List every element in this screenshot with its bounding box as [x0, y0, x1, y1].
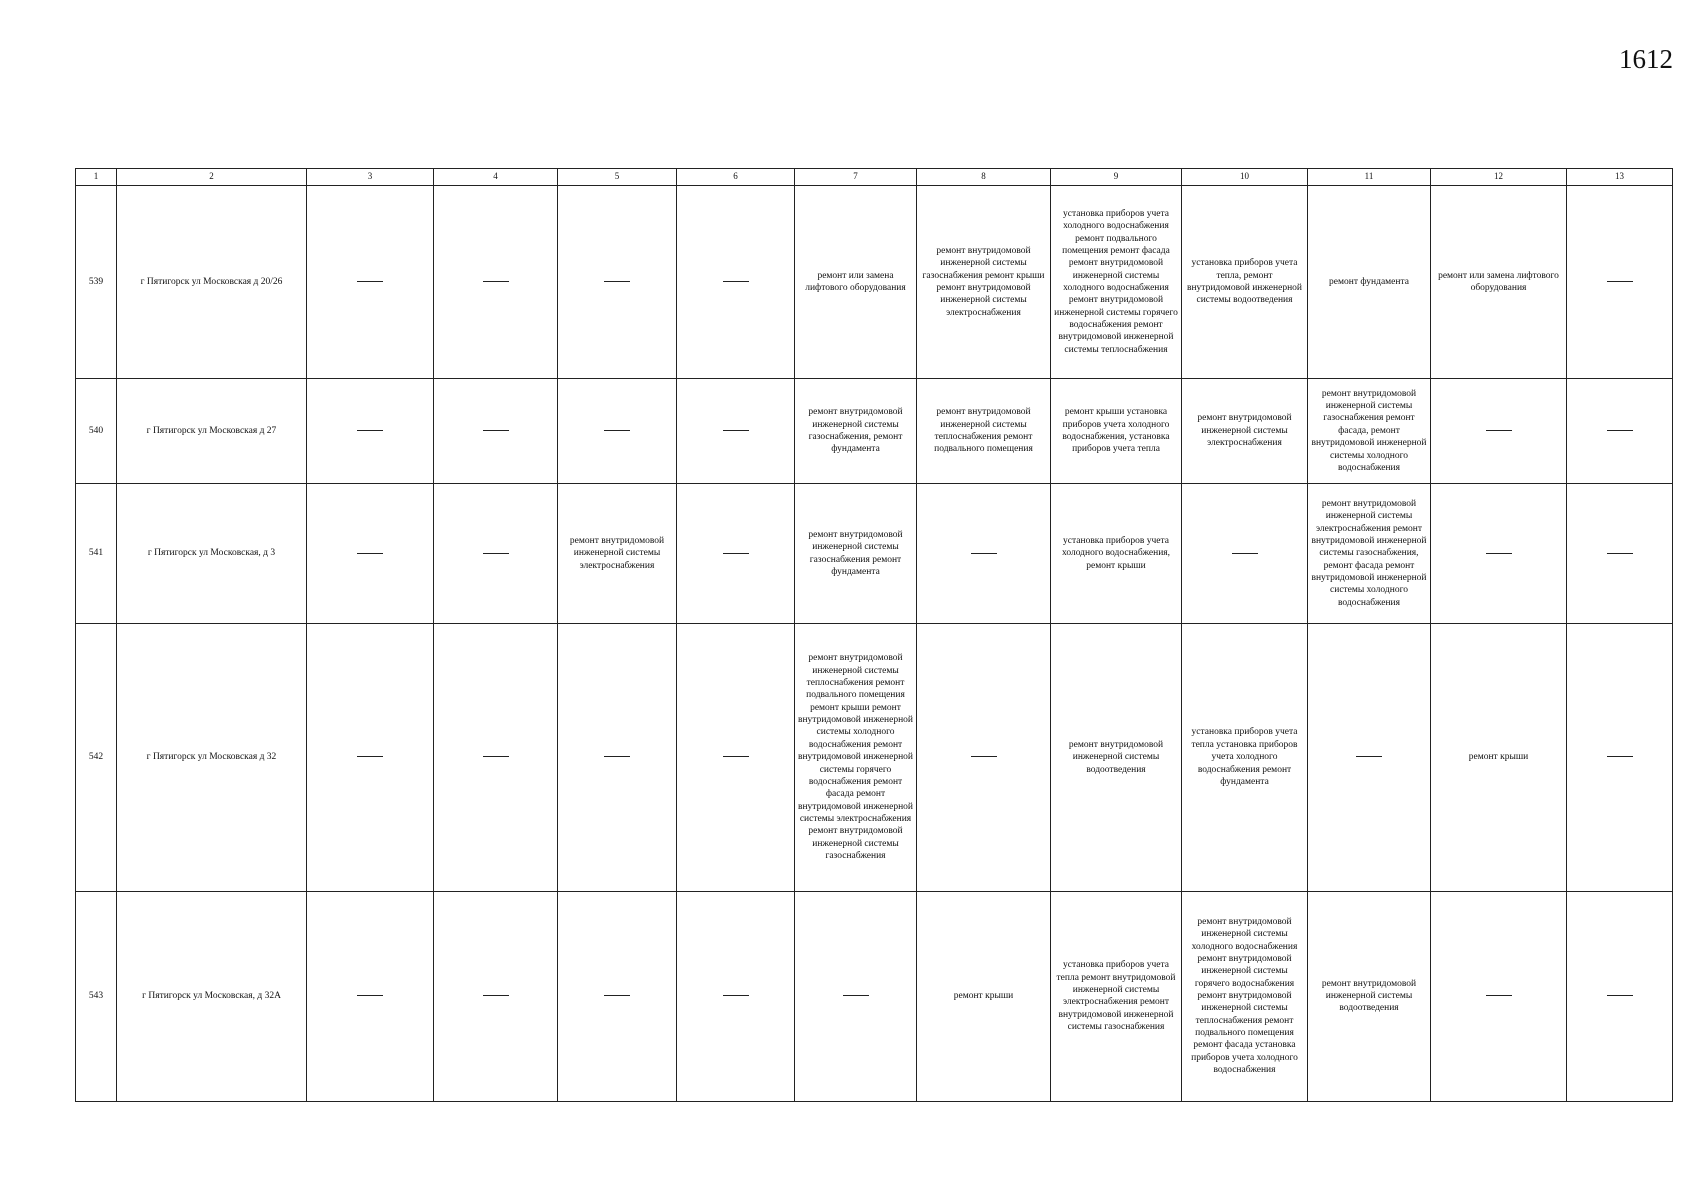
- empty-cell: [1308, 624, 1431, 891]
- work-cell: ремонт крыши установка приборов учета холодного водоснабжения, установка приборов учета тепла: [1051, 379, 1182, 484]
- dash-mark: [483, 756, 509, 757]
- empty-cell: [677, 379, 795, 484]
- column-header-10: 10: [1182, 169, 1308, 186]
- row-number: 542: [76, 624, 117, 891]
- dash-mark: [723, 756, 749, 757]
- empty-cell: [434, 891, 558, 1101]
- dash-mark: [971, 756, 997, 757]
- dash-mark: [723, 430, 749, 431]
- dash-mark: [723, 281, 749, 282]
- work-cell: ремонт или замена лифтового оборудования: [795, 186, 917, 379]
- work-cell: установка приборов учета тепла, ремонт внутридомовой инженерной системы водоотведения: [1182, 186, 1308, 379]
- dash-mark: [483, 553, 509, 554]
- dash-mark: [357, 281, 383, 282]
- row-number: 539: [76, 186, 117, 379]
- work-cell: ремонт внутридомовой инженерной системы газоснабжения ремонт фасада, ремонт внутридомовой инженерной системы холодного водоснабжения: [1308, 379, 1431, 484]
- column-header-7: 7: [795, 169, 917, 186]
- column-header-13: 13: [1567, 169, 1673, 186]
- empty-cell: [558, 186, 677, 379]
- empty-cell: [307, 186, 434, 379]
- empty-cell: [917, 483, 1051, 623]
- column-header-12: 12: [1431, 169, 1567, 186]
- dash-mark: [1486, 430, 1512, 431]
- repair-schedule-table: [75, 168, 1673, 1102]
- dash-mark: [843, 995, 869, 996]
- work-cell: ремонт внутридомовой инженерной системы водоотведения: [1308, 891, 1431, 1101]
- empty-cell: [1431, 891, 1567, 1101]
- empty-cell: [1567, 483, 1673, 623]
- work-cell: ремонт внутридомовой инженерной системы электроснабжения: [558, 483, 677, 623]
- address-cell: г Пятигорск ул Московская д 27: [117, 379, 307, 484]
- address-cell: г Пятигорск ул Московская, д 3: [117, 483, 307, 623]
- address-cell: г Пятигорск ул Московская д 32: [117, 624, 307, 891]
- work-cell: установка приборов учета холодного водоснабжения ремонт подвального помещения ремонт фасада ремонт внутридомовой инженерной системы холодного водоснабжения ремонт внутридомовой инженерной системы горячего водоснабжения ремонт внутридомовой инженерной системы теплоснабжения: [1051, 186, 1182, 379]
- empty-cell: [1567, 379, 1673, 484]
- column-number-row: [76, 169, 1673, 186]
- work-cell: ремонт внутридомовой инженерной системы холодного водоснабжения ремонт внутридомовой инженерной системы горячего водоснабжения ремонт внутридомовой инженерной системы теплоснабжения ремонт подвального помещения ремонт фасада установка приборов учета холодного водоснабжения: [1182, 891, 1308, 1101]
- work-cell: ремонт или замена лифтового оборудования: [1431, 186, 1567, 379]
- dash-mark: [357, 756, 383, 757]
- table-row: [76, 379, 1673, 484]
- dash-mark: [1486, 553, 1512, 554]
- row-number: 541: [76, 483, 117, 623]
- dash-mark: [723, 553, 749, 554]
- column-header-8: 8: [917, 169, 1051, 186]
- dash-mark: [1486, 995, 1512, 996]
- empty-cell: [434, 186, 558, 379]
- empty-cell: [1431, 379, 1567, 484]
- empty-cell: [307, 483, 434, 623]
- empty-cell: [1567, 624, 1673, 891]
- dash-mark: [1607, 995, 1633, 996]
- dash-mark: [483, 281, 509, 282]
- table-row: [76, 483, 1673, 623]
- dash-mark: [604, 995, 630, 996]
- dash-mark: [483, 430, 509, 431]
- empty-cell: [307, 379, 434, 484]
- table-row: [76, 186, 1673, 379]
- dash-mark: [723, 995, 749, 996]
- empty-cell: [1182, 483, 1308, 623]
- dash-mark: [604, 756, 630, 757]
- dash-mark: [971, 553, 997, 554]
- dash-mark: [1607, 553, 1633, 554]
- empty-cell: [677, 624, 795, 891]
- work-cell: ремонт фундамента: [1308, 186, 1431, 379]
- work-cell: ремонт внутридомовой инженерной системы электроснабжения: [1182, 379, 1308, 484]
- empty-cell: [1431, 483, 1567, 623]
- dash-mark: [1607, 430, 1633, 431]
- empty-cell: [795, 891, 917, 1101]
- row-number: 543: [76, 891, 117, 1101]
- address-cell: г Пятигорск ул Московская д 20/26: [117, 186, 307, 379]
- column-header-5: 5: [558, 169, 677, 186]
- empty-cell: [307, 891, 434, 1101]
- column-header-11: 11: [1308, 169, 1431, 186]
- dash-mark: [1607, 281, 1633, 282]
- work-cell: установка приборов учета тепла ремонт внутридомовой инженерной системы электроснабжения ремонт внутридомовой инженерной системы газоснабжения: [1051, 891, 1182, 1101]
- empty-cell: [434, 483, 558, 623]
- dash-mark: [483, 995, 509, 996]
- dash-mark: [604, 430, 630, 431]
- dash-mark: [1232, 553, 1258, 554]
- column-header-3: 3: [307, 169, 434, 186]
- empty-cell: [307, 624, 434, 891]
- dash-mark: [357, 553, 383, 554]
- column-header-2: 2: [117, 169, 307, 186]
- table-row: [76, 891, 1673, 1101]
- dash-mark: [357, 430, 383, 431]
- empty-cell: [434, 379, 558, 484]
- work-cell: ремонт внутридомовой инженерной системы электроснабжения ремонт внутридомовой инженерной системы газоснабжения, ремонт фасада ремонт внутридомовой инженерной системы холодного водоснабжения: [1308, 483, 1431, 623]
- column-header-6: 6: [677, 169, 795, 186]
- empty-cell: [558, 379, 677, 484]
- dash-mark: [604, 281, 630, 282]
- empty-cell: [677, 483, 795, 623]
- empty-cell: [1567, 186, 1673, 379]
- empty-cell: [677, 891, 795, 1101]
- work-cell: ремонт крыши: [917, 891, 1051, 1101]
- dash-mark: [1356, 756, 1382, 757]
- work-cell: установка приборов учета холодного водоснабжения, ремонт крыши: [1051, 483, 1182, 623]
- empty-cell: [917, 624, 1051, 891]
- dash-mark: [357, 995, 383, 996]
- work-cell: установка приборов учета тепла установка приборов учета холодного водоснабжения ремонт фундамента: [1182, 624, 1308, 891]
- page-number: 1612: [1619, 44, 1673, 74]
- empty-cell: [1567, 891, 1673, 1101]
- table-row: [76, 624, 1673, 891]
- work-cell: ремонт внутридомовой инженерной системы теплоснабжения ремонт подвального помещения: [917, 379, 1051, 484]
- work-cell: ремонт внутридомовой инженерной системы водоотведения: [1051, 624, 1182, 891]
- work-cell: ремонт крыши: [1431, 624, 1567, 891]
- address-cell: г Пятигорск ул Московская, д 32А: [117, 891, 307, 1101]
- row-number: 540: [76, 379, 117, 484]
- work-cell: ремонт внутридомовой инженерной системы теплоснабжения ремонт подвального помещения ремонт крыши ремонт внутридомовой инженерной системы холодного водоснабжения ремонт внутридомовой инженерной системы горячего водоснабжения ремонт фасада ремонт внутридомовой инженерной системы электроснабжения ремонт внутридомовой инженерной системы газоснабжения: [795, 624, 917, 891]
- work-cell: ремонт внутридомовой инженерной системы газоснабжения ремонт фундамента: [795, 483, 917, 623]
- column-header-9: 9: [1051, 169, 1182, 186]
- empty-cell: [558, 891, 677, 1101]
- work-cell: ремонт внутридомовой инженерной системы газоснабжения, ремонт фундамента: [795, 379, 917, 484]
- work-cell: ремонт внутридомовой инженерной системы газоснабжения ремонт крыши ремонт внутридомовой инженерной системы электроснабжения: [917, 186, 1051, 379]
- empty-cell: [434, 624, 558, 891]
- column-header-1: 1: [76, 169, 117, 186]
- empty-cell: [558, 624, 677, 891]
- column-header-4: 4: [434, 169, 558, 186]
- dash-mark: [1607, 756, 1633, 757]
- empty-cell: [677, 186, 795, 379]
